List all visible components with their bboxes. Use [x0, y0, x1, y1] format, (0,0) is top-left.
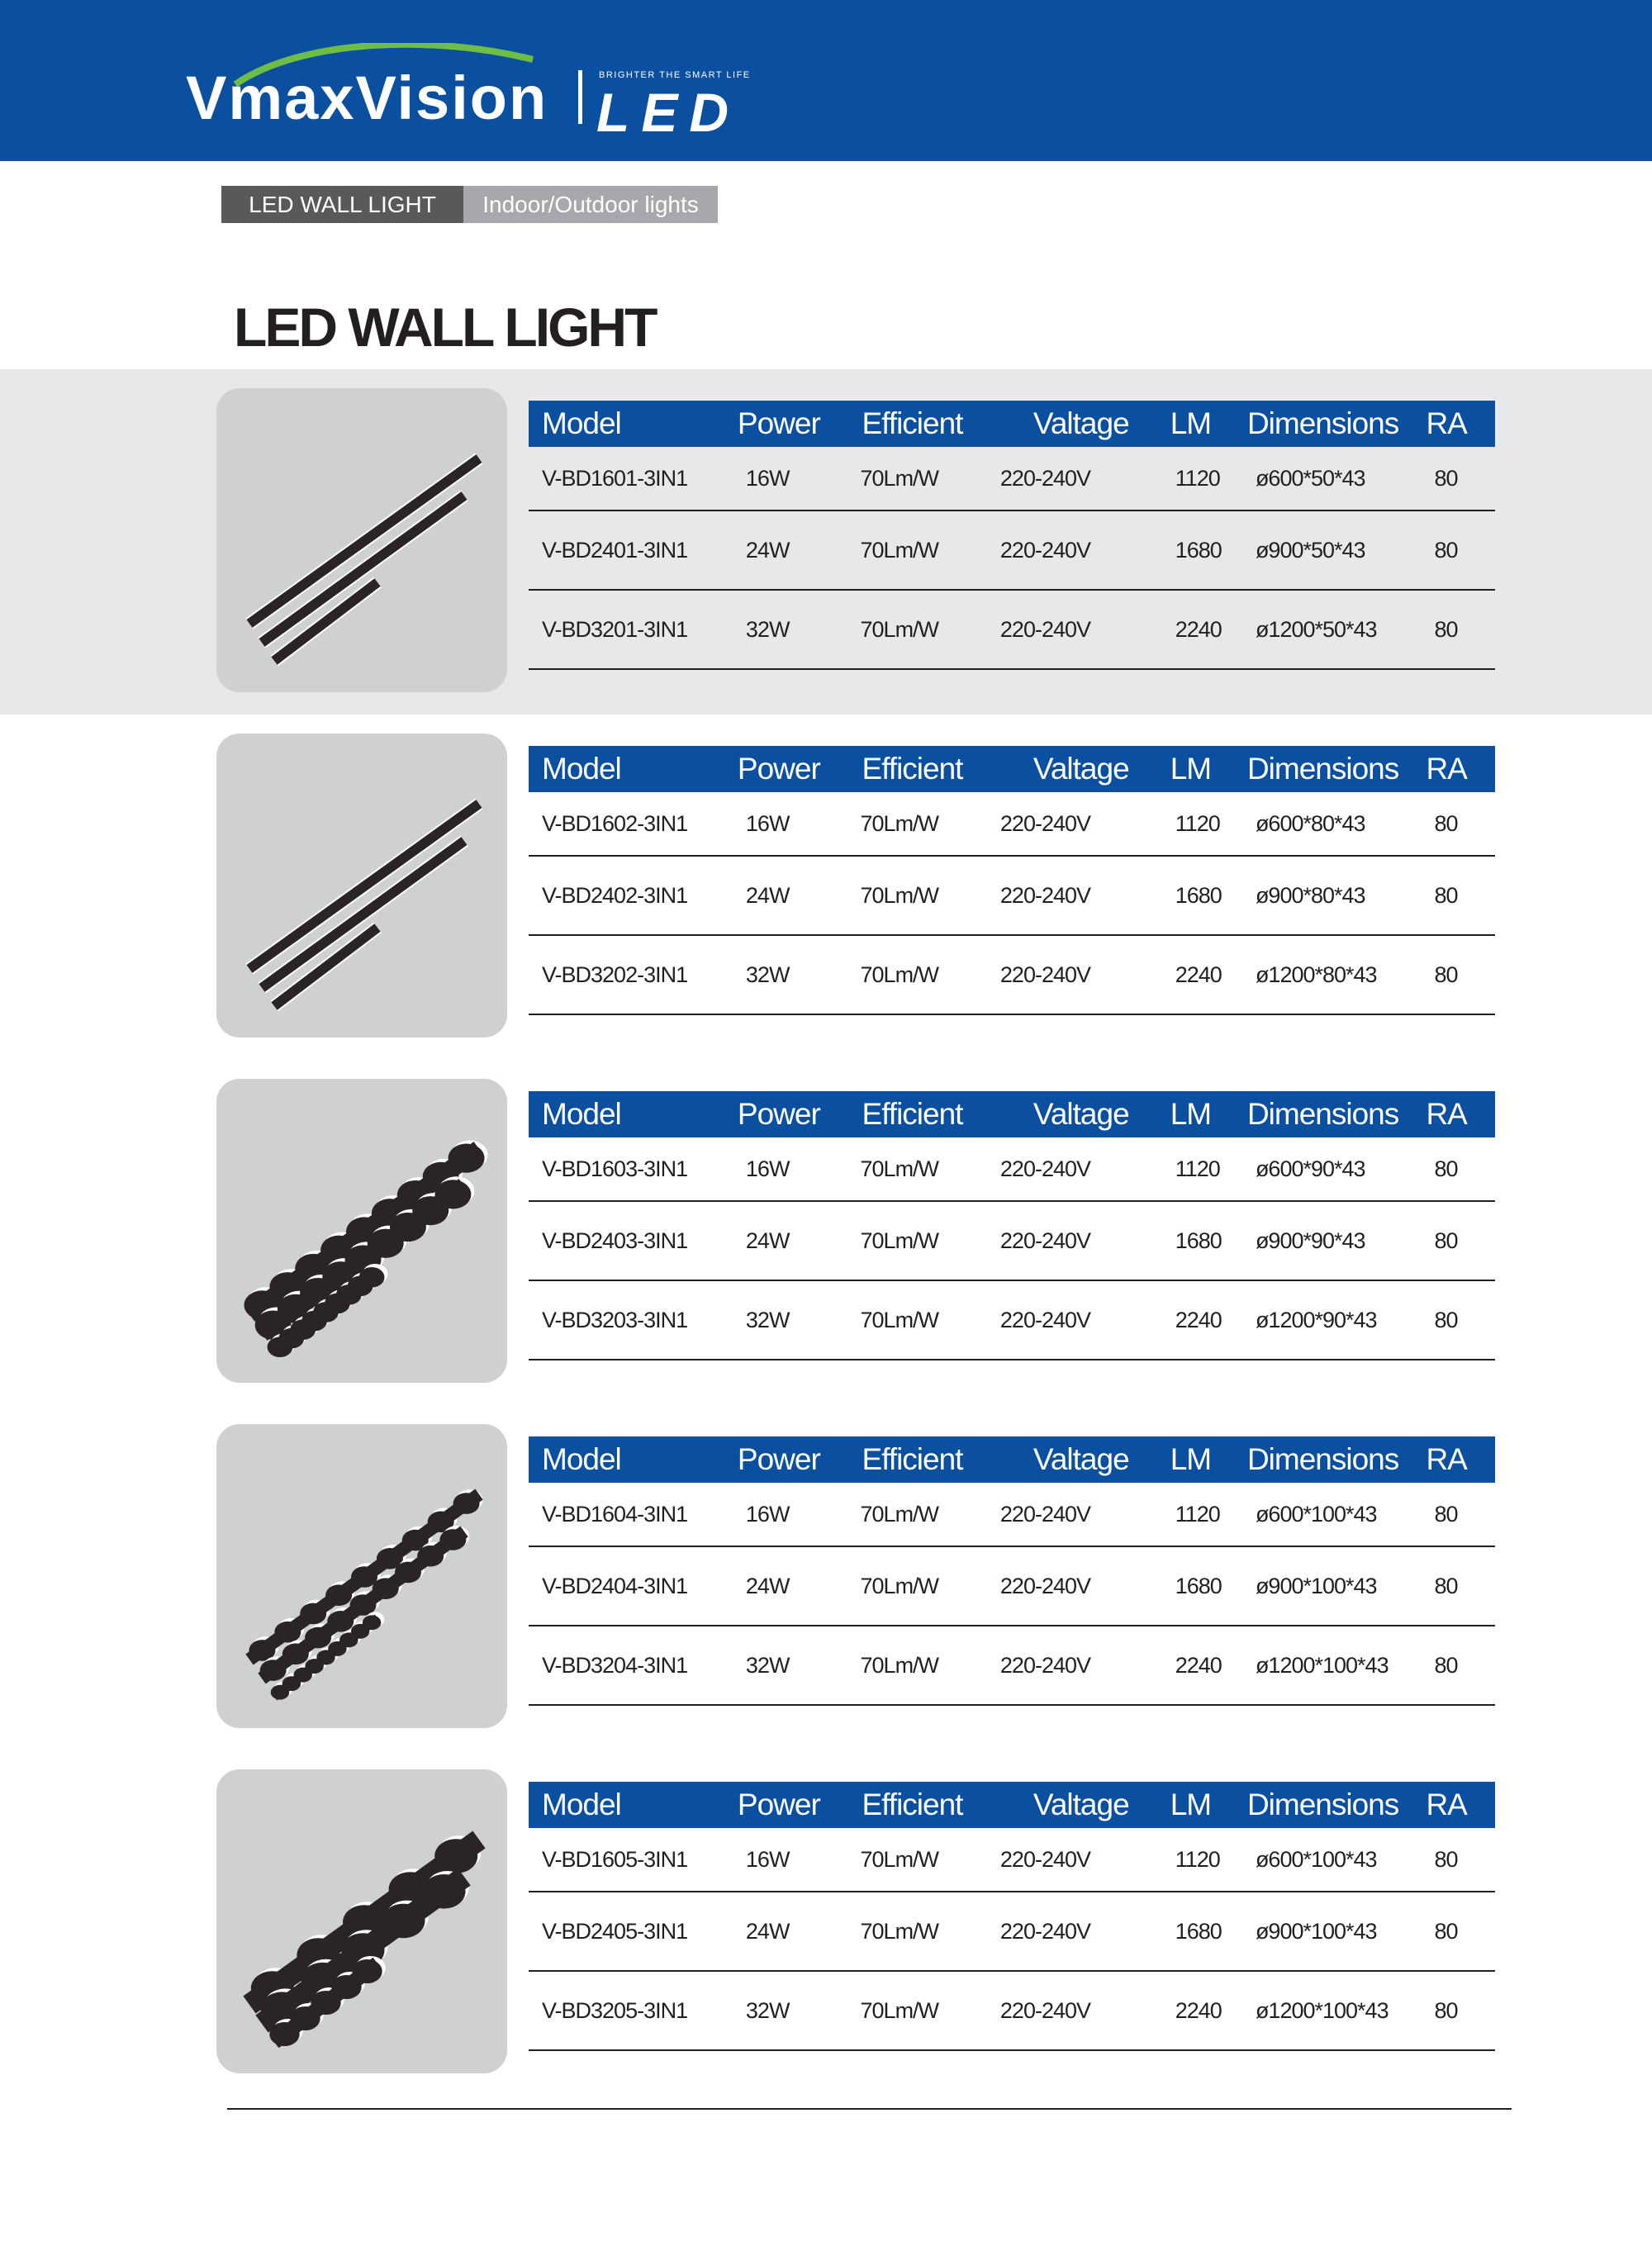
cell-voltage: 220-240V	[999, 1483, 1169, 1546]
table-row	[529, 1626, 1495, 1705]
cell-power: 16W	[729, 447, 861, 510]
column-header-dimensions: Dimensions	[1246, 1782, 1425, 1828]
cell-model: V-BD1602-3IN1	[529, 792, 729, 856]
column-header-voltage: Valtage	[999, 401, 1169, 447]
cell-model: V-BD3204-3IN1	[529, 1626, 729, 1705]
cell-power: 32W	[729, 590, 861, 669]
cell-ra: 80	[1424, 1892, 1495, 1971]
cell-ra: 80	[1424, 1971, 1495, 2050]
cell-model: V-BD1603-3IN1	[529, 1137, 729, 1201]
column-header-efficient: Efficient	[861, 1091, 999, 1137]
brand-logo	[186, 50, 781, 143]
column-header-dimensions: Dimensions	[1246, 1091, 1425, 1137]
spec-table	[529, 746, 1495, 1015]
column-header-power: Power	[729, 746, 861, 792]
product-image	[216, 1424, 507, 1728]
cell-power: 24W	[729, 856, 861, 935]
cell-lm: 2240	[1169, 1626, 1246, 1705]
column-header-lm: LM	[1169, 401, 1246, 447]
cell-dimensions: ø900*50*43	[1246, 510, 1425, 590]
column-header-ra: RA	[1424, 746, 1495, 792]
cell-model: V-BD3203-3IN1	[529, 1280, 729, 1360]
cell-dimensions: ø900*100*43	[1246, 1892, 1425, 1971]
table-row	[529, 856, 1495, 935]
cell-power: 24W	[729, 1201, 861, 1280]
cell-model: V-BD2401-3IN1	[529, 510, 729, 590]
spec-table-header	[529, 1091, 1495, 1137]
cell-power: 32W	[729, 1280, 861, 1360]
bar-shape	[257, 1179, 470, 1341]
bar-shape	[245, 1489, 482, 1665]
cell-voltage: 220-240V	[999, 447, 1169, 510]
cell-efficient: 70Lm/W	[861, 510, 999, 590]
product-image	[216, 388, 507, 692]
product-block	[0, 1060, 1652, 1405]
column-header-dimensions: Dimensions	[1246, 401, 1425, 447]
cell-efficient: 70Lm/W	[861, 1201, 999, 1280]
cell-efficient: 70Lm/W	[861, 1971, 999, 2050]
cell-voltage: 220-240V	[999, 935, 1169, 1014]
cell-efficient: 70Lm/W	[861, 792, 999, 856]
cell-lm: 1680	[1169, 856, 1246, 935]
cell-power: 24W	[729, 1892, 861, 1971]
cell-power: 16W	[729, 792, 861, 856]
cell-ra: 80	[1424, 590, 1495, 669]
cell-efficient: 70Lm/W	[861, 1828, 999, 1892]
spec-table-header	[529, 1436, 1495, 1483]
cell-efficient: 70Lm/W	[861, 590, 999, 669]
breadcrumb-item-category[interactable]: LED WALL LIGHT	[221, 186, 463, 223]
cell-ra: 80	[1424, 1280, 1495, 1360]
cell-power: 16W	[729, 1483, 861, 1546]
cell-lm: 1680	[1169, 1892, 1246, 1971]
column-header-ra: RA	[1424, 1782, 1495, 1828]
spec-table-header	[529, 1782, 1495, 1828]
cell-dimensions: ø1200*50*43	[1246, 590, 1425, 669]
column-header-model: Model	[529, 401, 729, 447]
column-header-ra: RA	[1424, 1091, 1495, 1137]
cell-dimensions: ø600*100*43	[1246, 1483, 1425, 1546]
cell-power: 32W	[729, 935, 861, 1014]
wall-light-icon	[216, 1424, 507, 1728]
table-row	[529, 792, 1495, 856]
cell-power: 32W	[729, 1971, 861, 2050]
brand-tagline: BRIGHTER THE SMART LIFE	[599, 70, 751, 80]
column-header-model: Model	[529, 1091, 729, 1137]
product-image	[216, 1769, 507, 2073]
product-block	[0, 369, 1652, 715]
bar-shape	[246, 454, 482, 628]
page-header	[0, 0, 1652, 161]
cell-lm: 1120	[1169, 1483, 1246, 1546]
spec-table	[529, 1782, 1495, 2051]
cell-efficient: 70Lm/W	[861, 856, 999, 935]
cell-ra: 80	[1424, 856, 1495, 935]
cell-model: V-BD1605-3IN1	[529, 1828, 729, 1892]
bar-shape	[255, 1868, 470, 2032]
table-row	[529, 1137, 1495, 1201]
cell-dimensions: ø900*90*43	[1246, 1201, 1425, 1280]
cell-model: V-BD2402-3IN1	[529, 856, 729, 935]
column-header-power: Power	[729, 1091, 861, 1137]
column-header-model: Model	[529, 1436, 729, 1483]
cell-model: V-BD2405-3IN1	[529, 1892, 729, 1971]
cell-voltage: 220-240V	[999, 1546, 1169, 1626]
cell-dimensions: ø1200*80*43	[1246, 935, 1425, 1014]
cell-voltage: 220-240V	[999, 510, 1169, 590]
cell-dimensions: ø900*100*43	[1246, 1546, 1425, 1626]
cell-ra: 80	[1424, 1483, 1495, 1546]
brand-led-mark: LED	[596, 82, 740, 143]
column-header-lm: LM	[1169, 1782, 1246, 1828]
cell-ra: 80	[1424, 447, 1495, 510]
product-block	[0, 1405, 1652, 1750]
table-row	[529, 1483, 1495, 1546]
bar-shape	[246, 800, 482, 973]
cell-efficient: 70Lm/W	[861, 1546, 999, 1626]
cell-ra: 80	[1424, 1201, 1495, 1280]
cell-dimensions: ø600*100*43	[1246, 1828, 1425, 1892]
column-header-efficient: Efficient	[861, 401, 999, 447]
cell-voltage: 220-240V	[999, 792, 1169, 856]
cell-lm: 1120	[1169, 447, 1246, 510]
spec-table	[529, 1436, 1495, 1706]
cell-dimensions: ø600*90*43	[1246, 1137, 1425, 1201]
cell-voltage: 220-240V	[999, 1201, 1169, 1280]
cell-ra: 80	[1424, 792, 1495, 856]
cell-power: 16W	[729, 1828, 861, 1892]
cell-model: V-BD1601-3IN1	[529, 447, 729, 510]
column-header-efficient: Efficient	[861, 1436, 999, 1483]
spec-table	[529, 1091, 1495, 1360]
column-header-power: Power	[729, 401, 861, 447]
product-block	[0, 1750, 1652, 2096]
cell-voltage: 220-240V	[999, 1971, 1169, 2050]
table-row	[529, 1892, 1495, 1971]
cell-dimensions: ø1200*100*43	[1246, 1626, 1425, 1705]
cell-voltage: 220-240V	[999, 1137, 1169, 1201]
spec-table	[529, 401, 1495, 670]
cell-efficient: 70Lm/W	[861, 1892, 999, 1971]
product-image	[216, 734, 507, 1038]
table-row	[529, 510, 1495, 590]
cell-lm: 1680	[1169, 510, 1246, 590]
logo-divider	[578, 70, 582, 124]
cell-voltage: 220-240V	[999, 590, 1169, 669]
wall-light-icon	[216, 388, 507, 692]
cell-lm: 1120	[1169, 1828, 1246, 1892]
cell-model: V-BD3201-3IN1	[529, 590, 729, 669]
cell-ra: 80	[1424, 935, 1495, 1014]
cell-lm: 1680	[1169, 1201, 1246, 1280]
cell-lm: 2240	[1169, 935, 1246, 1014]
cell-efficient: 70Lm/W	[861, 1626, 999, 1705]
cell-lm: 1120	[1169, 1137, 1246, 1201]
wall-light-icon	[216, 1769, 507, 2073]
cell-model: V-BD1604-3IN1	[529, 1483, 729, 1546]
column-header-voltage: Valtage	[999, 1436, 1169, 1483]
cell-voltage: 220-240V	[999, 1892, 1169, 1971]
column-header-voltage: Valtage	[999, 1782, 1169, 1828]
column-header-ra: RA	[1424, 401, 1495, 447]
cell-ra: 80	[1424, 1828, 1495, 1892]
column-header-ra: RA	[1424, 1436, 1495, 1483]
cell-lm: 1120	[1169, 792, 1246, 856]
bar-shape	[259, 837, 467, 992]
column-header-lm: LM	[1169, 1091, 1246, 1137]
cell-model: V-BD2403-3IN1	[529, 1201, 729, 1280]
product-block	[0, 715, 1652, 1060]
cell-dimensions: ø1200*90*43	[1246, 1280, 1425, 1360]
cell-efficient: 70Lm/W	[861, 447, 999, 510]
page-title: LED WALL LIGHT	[234, 297, 656, 358]
column-header-power: Power	[729, 1782, 861, 1828]
cell-voltage: 220-240V	[999, 1828, 1169, 1892]
table-row	[529, 935, 1495, 1014]
column-header-voltage: Valtage	[999, 1091, 1169, 1137]
table-row	[529, 1828, 1495, 1892]
footer-divider	[227, 2108, 1512, 2110]
spec-table-header	[529, 746, 1495, 792]
column-header-dimensions: Dimensions	[1246, 746, 1425, 792]
cell-lm: 2240	[1169, 1280, 1246, 1360]
brand-name: VmaxVision	[186, 64, 548, 132]
cell-dimensions: ø600*50*43	[1246, 447, 1425, 510]
wall-light-icon	[216, 734, 507, 1038]
cell-model: V-BD3202-3IN1	[529, 935, 729, 1014]
cell-dimensions: ø900*80*43	[1246, 856, 1425, 935]
cell-voltage: 220-240V	[999, 856, 1169, 935]
cell-dimensions: ø600*80*43	[1246, 792, 1425, 856]
breadcrumb-item-subcategory[interactable]: Indoor/Outdoor lights	[463, 186, 718, 223]
cell-model: V-BD3205-3IN1	[529, 1971, 729, 2050]
cell-voltage: 220-240V	[999, 1626, 1169, 1705]
product-image	[216, 1079, 507, 1383]
table-row	[529, 590, 1495, 669]
cell-ra: 80	[1424, 510, 1495, 590]
column-header-lm: LM	[1169, 1436, 1246, 1483]
cell-efficient: 70Lm/W	[861, 935, 999, 1014]
cell-lm: 2240	[1169, 1971, 1246, 2050]
cell-power: 32W	[729, 1626, 861, 1705]
bar-shape	[259, 491, 467, 647]
cell-dimensions: ø1200*100*43	[1246, 1971, 1425, 2050]
column-header-voltage: Valtage	[999, 746, 1169, 792]
spec-table-header	[529, 401, 1495, 447]
cell-power: 24W	[729, 1546, 861, 1626]
cell-efficient: 70Lm/W	[861, 1137, 999, 1201]
cell-voltage: 220-240V	[999, 1280, 1169, 1360]
table-row	[529, 1280, 1495, 1360]
column-header-dimensions: Dimensions	[1246, 1436, 1425, 1483]
table-row	[529, 447, 1495, 510]
bar-shape	[258, 1527, 468, 1684]
cell-power: 16W	[729, 1137, 861, 1201]
table-row	[529, 1971, 1495, 2050]
cell-lm: 1680	[1169, 1546, 1246, 1626]
column-header-efficient: Efficient	[861, 746, 999, 792]
cell-ra: 80	[1424, 1546, 1495, 1626]
table-row	[529, 1546, 1495, 1626]
column-header-efficient: Efficient	[861, 1782, 999, 1828]
column-header-power: Power	[729, 1436, 861, 1483]
cell-ra: 80	[1424, 1626, 1495, 1705]
cell-efficient: 70Lm/W	[861, 1483, 999, 1546]
cell-lm: 2240	[1169, 590, 1246, 669]
wall-light-icon	[216, 1079, 507, 1383]
cell-efficient: 70Lm/W	[861, 1280, 999, 1360]
column-header-model: Model	[529, 1782, 729, 1828]
cell-ra: 80	[1424, 1137, 1495, 1201]
column-header-model: Model	[529, 746, 729, 792]
table-row	[529, 1201, 1495, 1280]
cell-power: 24W	[729, 510, 861, 590]
column-header-lm: LM	[1169, 746, 1246, 792]
cell-model: V-BD2404-3IN1	[529, 1546, 729, 1626]
